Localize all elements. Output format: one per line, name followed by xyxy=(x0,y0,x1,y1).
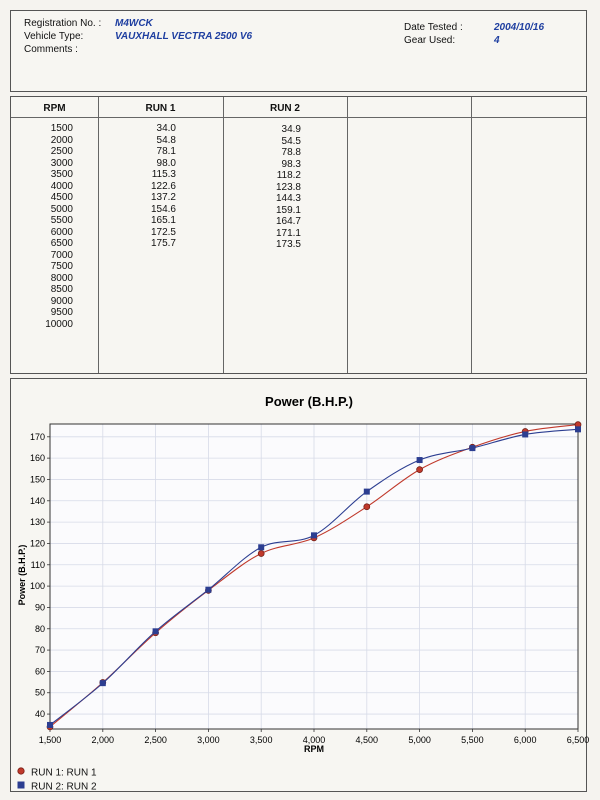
run2-cell: 164.7 xyxy=(275,216,301,227)
x-tick-label: 5,500 xyxy=(461,735,484,745)
vehicle-info-panel xyxy=(10,10,587,92)
data-point-run2 xyxy=(364,489,370,495)
legend-item-run2 xyxy=(17,781,97,794)
y-tick-label: 100 xyxy=(29,581,45,592)
run2-cell: 123.8 xyxy=(275,181,301,193)
rpm-cell: 3000 xyxy=(50,157,73,169)
rpm-cell: 7500 xyxy=(50,261,73,272)
registration-label: Registration No. : xyxy=(24,18,102,29)
y-tick-label: 110 xyxy=(30,559,45,570)
x-tick-label: 1,500 xyxy=(38,735,62,745)
y-tick-label: 40 xyxy=(34,709,45,720)
run2-cell: 54.5 xyxy=(281,135,301,147)
circle-marker-icon xyxy=(17,767,25,779)
data-point-run2 xyxy=(575,426,581,432)
y-tick-label: 140 xyxy=(29,495,45,506)
header-divider xyxy=(11,117,586,118)
rpm-cell: 5500 xyxy=(50,215,73,226)
x-tick-label: 4,000 xyxy=(302,735,326,745)
run1-cell: 175.7 xyxy=(150,238,176,249)
column-divider xyxy=(347,97,348,373)
gear-used-value: 4 xyxy=(494,35,500,46)
rpm-cell: 4000 xyxy=(50,180,73,192)
run2-cell: 34.9 xyxy=(281,124,301,135)
legend-label-run1: RUN 1: RUN 1 xyxy=(31,767,97,779)
legend-item-run1 xyxy=(17,767,97,780)
power-chart-panel xyxy=(10,378,590,793)
y-tick-label: 50 xyxy=(34,687,45,698)
data-point-run2 xyxy=(522,431,528,437)
rpm-cell: 3500 xyxy=(50,169,73,180)
run2-column-header: RUN 2 xyxy=(269,103,300,114)
y-tick-label: 60 xyxy=(34,666,45,677)
data-point-run1 xyxy=(417,467,423,473)
y-tick-label: 150 xyxy=(29,474,45,485)
run1-column-header: RUN 1 xyxy=(145,103,176,114)
column-divider xyxy=(223,97,224,373)
run2-cell: 144.3 xyxy=(275,193,301,204)
run1-cell: 165.1 xyxy=(150,215,176,226)
data-point-run2 xyxy=(258,544,264,550)
vehicle-type-value: VAUXHALL VECTRA 2500 V6 xyxy=(115,31,253,42)
rpm-cell: 8500 xyxy=(50,284,73,295)
run2-cell: 171.1 xyxy=(275,227,301,239)
rpm-cell: 1500 xyxy=(50,123,73,134)
x-axis-label: RPM xyxy=(304,744,324,754)
data-point-run2 xyxy=(153,628,159,634)
rpm-cell: 5000 xyxy=(50,203,73,215)
data-point-run2 xyxy=(205,587,211,593)
x-tick-label: 5,000 xyxy=(408,735,431,745)
gear-used-label: Gear Used: xyxy=(404,35,456,46)
vehicle-type-label: Vehicle Type: xyxy=(24,31,84,42)
rpm-cell: 7000 xyxy=(50,249,73,261)
square-marker-icon xyxy=(17,781,25,793)
run2-cell: 78.8 xyxy=(281,147,301,158)
run1-cell: 34.0 xyxy=(156,123,176,134)
column-divider xyxy=(98,97,99,373)
run1-cell: 98.0 xyxy=(156,157,176,169)
legend-label-run2: RUN 2: RUN 2 xyxy=(31,781,97,793)
chart-title: Power (B.H.P.) xyxy=(265,394,353,409)
rpm-cell: 6000 xyxy=(50,226,73,238)
rpm-column-header: RPM xyxy=(43,103,66,114)
data-point-run1 xyxy=(258,550,264,556)
run1-cell: 172.5 xyxy=(150,226,176,238)
data-point-run2 xyxy=(311,532,317,538)
y-tick-label: 170 xyxy=(29,431,45,442)
y-tick-label: 160 xyxy=(29,453,45,464)
power-chart xyxy=(11,379,590,791)
run2-cell: 98.3 xyxy=(281,158,301,170)
data-point-run2 xyxy=(469,445,475,451)
y-axis-label: Power (B.H.P.) xyxy=(17,544,27,606)
run1-cell: 154.6 xyxy=(150,203,176,215)
run1-cell: 78.1 xyxy=(156,146,176,157)
run2-cell: 173.5 xyxy=(275,239,301,250)
data-point-run1 xyxy=(364,504,370,510)
x-tick-label: 3,500 xyxy=(249,735,273,745)
date-tested-value: 2004/10/16 xyxy=(494,22,545,33)
y-tick-label: 70 xyxy=(34,645,45,656)
x-tick-label: 6,500 xyxy=(566,735,590,745)
data-point-run2 xyxy=(47,722,53,728)
date-tested-label: Date Tested : xyxy=(404,22,463,33)
x-tick-label: 2,000 xyxy=(91,735,115,745)
rpm-cell: 6500 xyxy=(50,238,73,249)
results-table xyxy=(10,96,587,374)
column-divider xyxy=(471,97,472,373)
x-tick-label: 2,500 xyxy=(144,735,167,745)
x-tick-label: 6,000 xyxy=(513,735,537,745)
rpm-cell: 2000 xyxy=(50,134,73,146)
y-tick-label: 120 xyxy=(29,538,45,549)
y-tick-label: 80 xyxy=(34,623,45,634)
run1-cell: 115.3 xyxy=(151,169,176,180)
rpm-cell: 2500 xyxy=(50,146,73,157)
rpm-cell: 8000 xyxy=(50,272,73,284)
x-tick-label: 4,500 xyxy=(355,735,379,745)
data-point-run2 xyxy=(100,680,106,686)
rpm-cell: 10000 xyxy=(45,318,73,330)
run1-cell: 122.6 xyxy=(150,180,176,192)
rpm-cell: 9500 xyxy=(50,307,73,318)
data-point-run2 xyxy=(417,457,423,463)
run2-cell: 118.2 xyxy=(276,170,301,181)
run2-cell: 159.1 xyxy=(275,204,301,216)
x-tick-label: 3,000 xyxy=(197,735,220,745)
rpm-cell: 4500 xyxy=(50,192,73,203)
rpm-cell: 9000 xyxy=(50,295,73,307)
y-tick-label: 90 xyxy=(34,602,45,613)
registration-value: M4WCK xyxy=(115,18,153,29)
y-tick-label: 130 xyxy=(29,517,45,528)
run1-cell: 137.2 xyxy=(150,192,176,203)
comments-label: Comments : xyxy=(24,44,78,55)
run1-cell: 54.8 xyxy=(156,134,176,146)
